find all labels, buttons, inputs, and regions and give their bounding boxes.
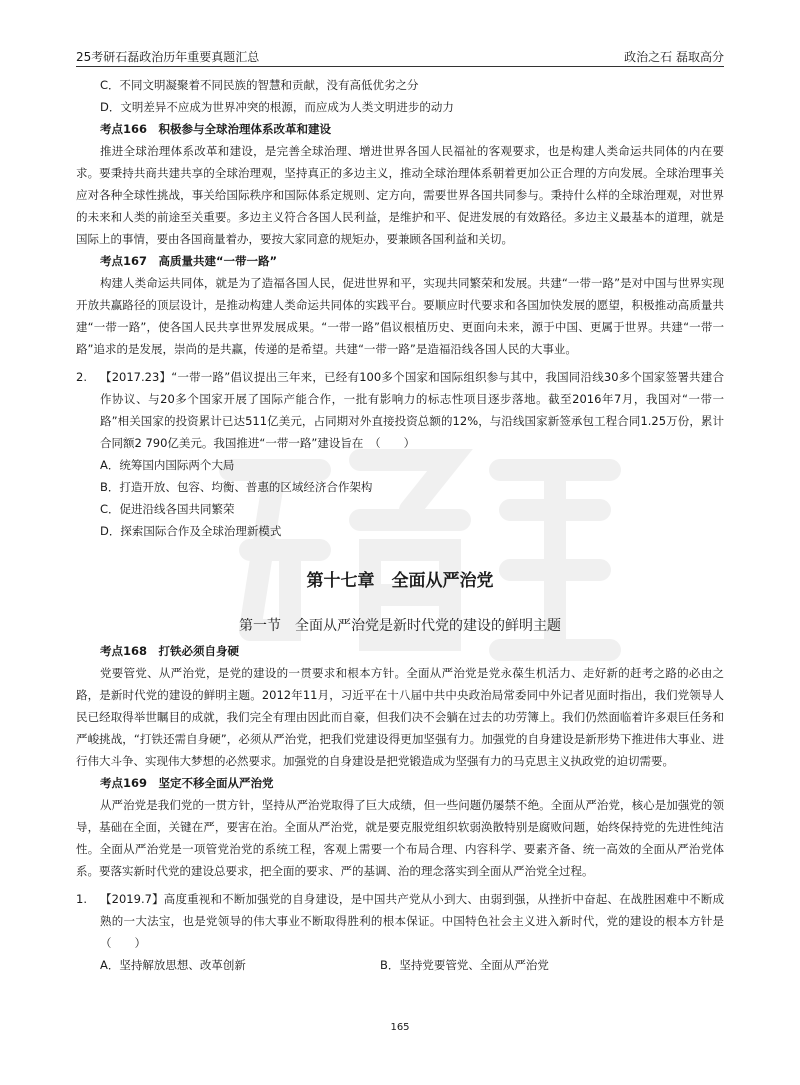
question-stem: 【2019.7】高度重视和不断加强党的自身建设，是中国共产党从小到大、由弱到强，从挫折中奋起、在战胜困难中不断成熟的一大法宝，也是党领导的伟大事业不断取得胜利的根本保证。中国特色社会主义进入新时代，党的建设的根本方针是 （ ）: [100, 892, 736, 950]
q2-option-c: C．促进沿线各国共同繁荣: [100, 502, 235, 516]
kp166-text: 推进全球治理体系改革和建设，是完善全球治理、增进世界各国人民福祉的客观要求，也是构建人类命运共同体的内在要求。要秉持共商共建共享的全球治理观，坚持真正的多边主义，推动全球治理体系朝着更加公正合理的方向发展。全球治理事关应对各种全球性挑战，事关给国际秩序和国际体系定规则、定方向，需要世界各国共同参与。秉持什么样的全球治理观，对世界的未来和人类的前途至关重要。多边主义符合各国人民利益，是维护和平、促进发展的有效路径。多边主义最基本的道理，就是国际上的事情，要由各国商量着办，要按大家同意的规矩办，要兼顾各国利益和关切。: [76, 144, 724, 246]
q2-option-a: A．统筹国内国际两个大局: [100, 458, 235, 472]
question-number: 2.: [76, 370, 87, 384]
question-stem: 【2017.23】“一带一路”倡议提出三年来，已经有100多个国家和国际组织参与其中，我国同沿线30多个国家签署共建合作协议、与20多个国家开展了国际产能合作，一批有影响力的标志性项目逐步落地。截至2016年7月，我国对“一带一路”相关国家的投资累计已达511亿美元，占同期对外直接投资总额的12%，与沿线国家新签承包工程合同1.25万份，累计合同额2 790亿美元。我国推进“一带一路”建设旨在 （ ）: [100, 370, 724, 450]
kp168-text: 党要管党、从严治党，是党的建设的一贯要求和根本方针。全面从严治党是党永葆生机活力、走好新的赶考之路的必由之路，是新时代党的建设的鲜明主题。2012年11月，习近平在十八届中共中央政治局常委同中外记者见面时指出，我们党领导人民已经取得举世瞩目的成就，我们完全有理由因此而自豪，但我们决不会躺在过去的功劳簿上。我们仍然面临着许多艰巨任务和严峻挑战，“打铁还需自身硬”，必须从严治党，把我们党建设得更加坚强有力。加强党的自身建设是新形势下推进伟大事业、进行伟大斗争、实现伟大梦想的必然要求。加强党的自身建设是把党锻造成为坚强有力的马克思主义执政党的迫切需要。: [76, 666, 724, 768]
question-2: [76, 366, 724, 454]
kp167-title: 考点167 高质量共建“一带一路”: [100, 254, 278, 268]
question-1: [76, 888, 736, 954]
option-d: D．文明差异不应成为世界冲突的根源，而应成为人类文明进步的动力: [100, 100, 454, 114]
q2-option-b: B．打造开放、包容、均衡、普惠的区域经济合作架构: [100, 480, 373, 494]
header-slogan: 政治之石 磊取高分: [624, 50, 724, 64]
page-content: [76, 74, 736, 976]
q2-option-d: D．探索国际合作及全球治理新模式: [100, 524, 282, 538]
kp169-title: 考点169 坚定不移全面从严治党: [100, 776, 274, 790]
header-rule: [76, 66, 724, 67]
q1-option-b: B．坚持党要管党、全面从严治党: [380, 958, 549, 972]
question-number: 1.: [76, 892, 87, 906]
option-c: C．不同文明凝聚着不同民族的智慧和贡献，没有高低优劣之分: [100, 78, 419, 92]
page-number: 165: [390, 1022, 410, 1033]
q1-options: [76, 954, 724, 976]
header-title: 25考研石磊政治历年重要真题汇总: [76, 50, 260, 64]
kp166-title: 考点166 积极参与全球治理体系改革和建设: [100, 122, 332, 136]
kp167-text: 构建人类命运共同体，就是为了造福各国人民，促进世界和平，实现共同繁荣和发展。共建“一带一路”是对中国与世界实现开放共赢路径的顶层设计，是推动构建人类命运共同体的实践平台。要顺应时代要求和各国加快发展的愿望，积极推动高质量共建“一带一路”，使各国人民共享世界发展成果。“一带一路”倡议根植历史、更面向未来，源于中国、更属于世界。共建“一带一路”追求的是发展，崇尚的是共赢，传递的是希望。共建“一带一路”是造福沿线各国人民的大事业。: [76, 276, 724, 356]
section-title: 第一节 全面从严治党是新时代党的建设的鲜明主题: [239, 618, 561, 634]
chapter-title: 第十七章 全面从严治党: [306, 571, 494, 591]
page-header: [76, 48, 724, 68]
kp168-title: 考点168 打铁必须自身硬: [100, 644, 240, 658]
kp169-text: 从严治党是我们党的一贯方针，坚持从严治党取得了巨大成绩，但一些问题仍屡禁不绝。全面从严治党，核心是加强党的领导，基础在全面，关键在严，要害在治。全面从严治党，就是要克服党组织软弱涣散特别是腐败问题，始终保持党的先进性纯洁性。全面从严治党是一项管党治党的系统工程，客观上需要一个布局合理、内容科学、要素齐备、统一高效的全面从严治党体系。要落实新时代党的建设总要求，把全面的要求、严的基调、治的理念落实到全面从严治党全过程。: [76, 798, 724, 878]
q1-option-a: A．坚持解放思想、改革创新: [100, 958, 246, 972]
